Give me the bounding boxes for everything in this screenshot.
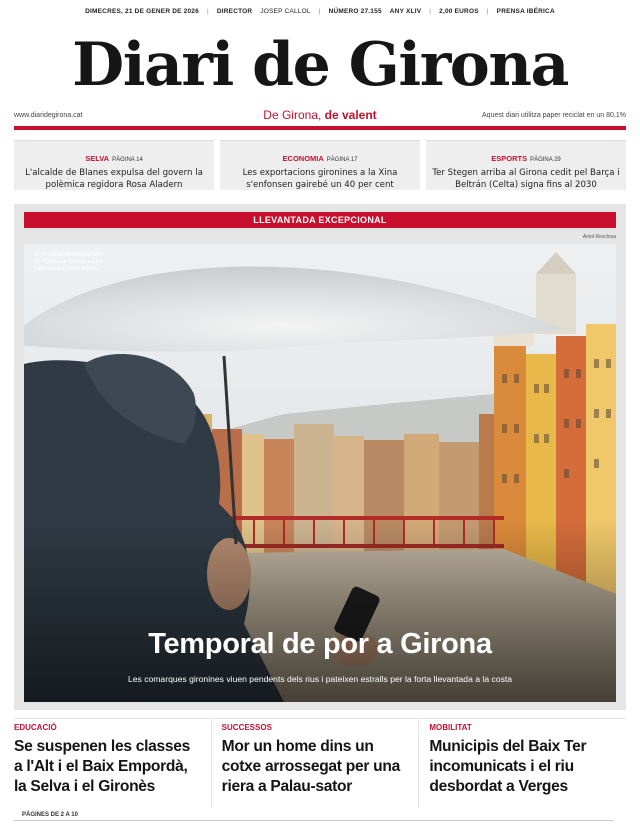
director-label: DIRECTOR	[216, 8, 253, 15]
story-headline: Mor un home dins un cotxe arrossegat per una riera a Palau-sator	[221, 738, 400, 795]
teaser-text: L'alcalde de Blanes expulsa del govern la polèmica regidora Rosa Aladern	[25, 168, 203, 190]
motto-part-b: de valent	[324, 108, 377, 122]
masthead-subline	[14, 108, 626, 122]
lead-story[interactable]	[14, 204, 626, 710]
bottom-stories	[14, 718, 626, 808]
teaser-page: PÀGINA 17	[326, 157, 358, 163]
story-mobilitat[interactable]	[418, 718, 626, 808]
lead-subheadline: Les comarques gironines viuen pendents dels rius i pateixen estralls per la forta llevantada a la costa	[127, 674, 513, 684]
teaser-economia[interactable]	[220, 140, 420, 190]
story-section: MOBILITAT	[429, 723, 472, 732]
teaser-row	[14, 140, 626, 190]
teaser-page: PÀGINA 29	[530, 157, 561, 163]
masthead-rule	[14, 126, 626, 130]
website-link[interactable]: www.diaridegirona.cat	[14, 112, 83, 119]
motto-part-a: De Girona,	[263, 108, 325, 122]
footer-rule	[14, 820, 614, 821]
director-name: JOSEP CALLOL	[260, 8, 311, 15]
story-successos[interactable]	[211, 718, 419, 808]
story-section: SUCCESSOS	[221, 723, 272, 732]
lead-photo	[24, 244, 616, 702]
teaser-text: Les exportacions gironines a la Xina s'enfonsen gairebé un 40 per cent	[242, 168, 398, 190]
photo-caption: El possible desbordament de l'Onyar a Girona va fer patir durant molts hores.	[34, 252, 104, 272]
pages-note: PÀGINES DE 2 A 10	[22, 812, 78, 818]
teaser-page: PÀGINA 14	[112, 157, 143, 163]
publisher-group: PRENSA IBÉRICA	[496, 8, 555, 15]
teaser-section: ECONOMIA	[282, 154, 324, 163]
story-headline: Se suspenen les classes a l'Alt i el Baix Empordà, la Selva i el Gironès	[14, 738, 191, 795]
lead-kicker: LLEVANTADA EXCEPCIONAL	[24, 212, 616, 228]
story-headline: Municipis del Baix Ter incomunicats i el riu desbordat a Verges	[429, 738, 587, 795]
teaser-section: SELVA	[85, 154, 110, 163]
masthead-title: Diari de Girona	[72, 30, 568, 100]
teaser-text: Ter Stegen arriba al Girona cedit pel Barça i Beltrán (Celta) signa fins al 2030	[432, 168, 620, 190]
teaser-esports[interactable]	[426, 140, 626, 190]
issue-number: NÚMERO 27.155	[328, 8, 382, 15]
dateline: DIMECRES, 21 DE GENER DE 2026 | DIRECTOR JOSEP CALLOL | NÚMERO 27.155 ANY XLIV | 2,00 EUROS | PRENSA IBÉRICA	[85, 8, 555, 15]
story-educacio[interactable]	[14, 718, 211, 808]
issue-year: ANY XLIV	[389, 8, 422, 15]
story-section: EDUCACIÓ	[14, 723, 57, 732]
teaser-section: ESPORTS	[491, 154, 528, 163]
teaser-selva[interactable]	[14, 140, 214, 190]
photo-credit: Aniol Resclosa	[582, 234, 616, 240]
lead-headline[interactable]: Temporal de por a Girona	[148, 628, 492, 660]
issue-date: DIMECRES, 21 DE GENER DE 2026	[85, 8, 199, 15]
issue-price: 2,00 EUROS	[439, 8, 479, 15]
recycled-paper-note: Aquest diari utilitza paper reciclat en un 80,1%	[482, 112, 626, 119]
